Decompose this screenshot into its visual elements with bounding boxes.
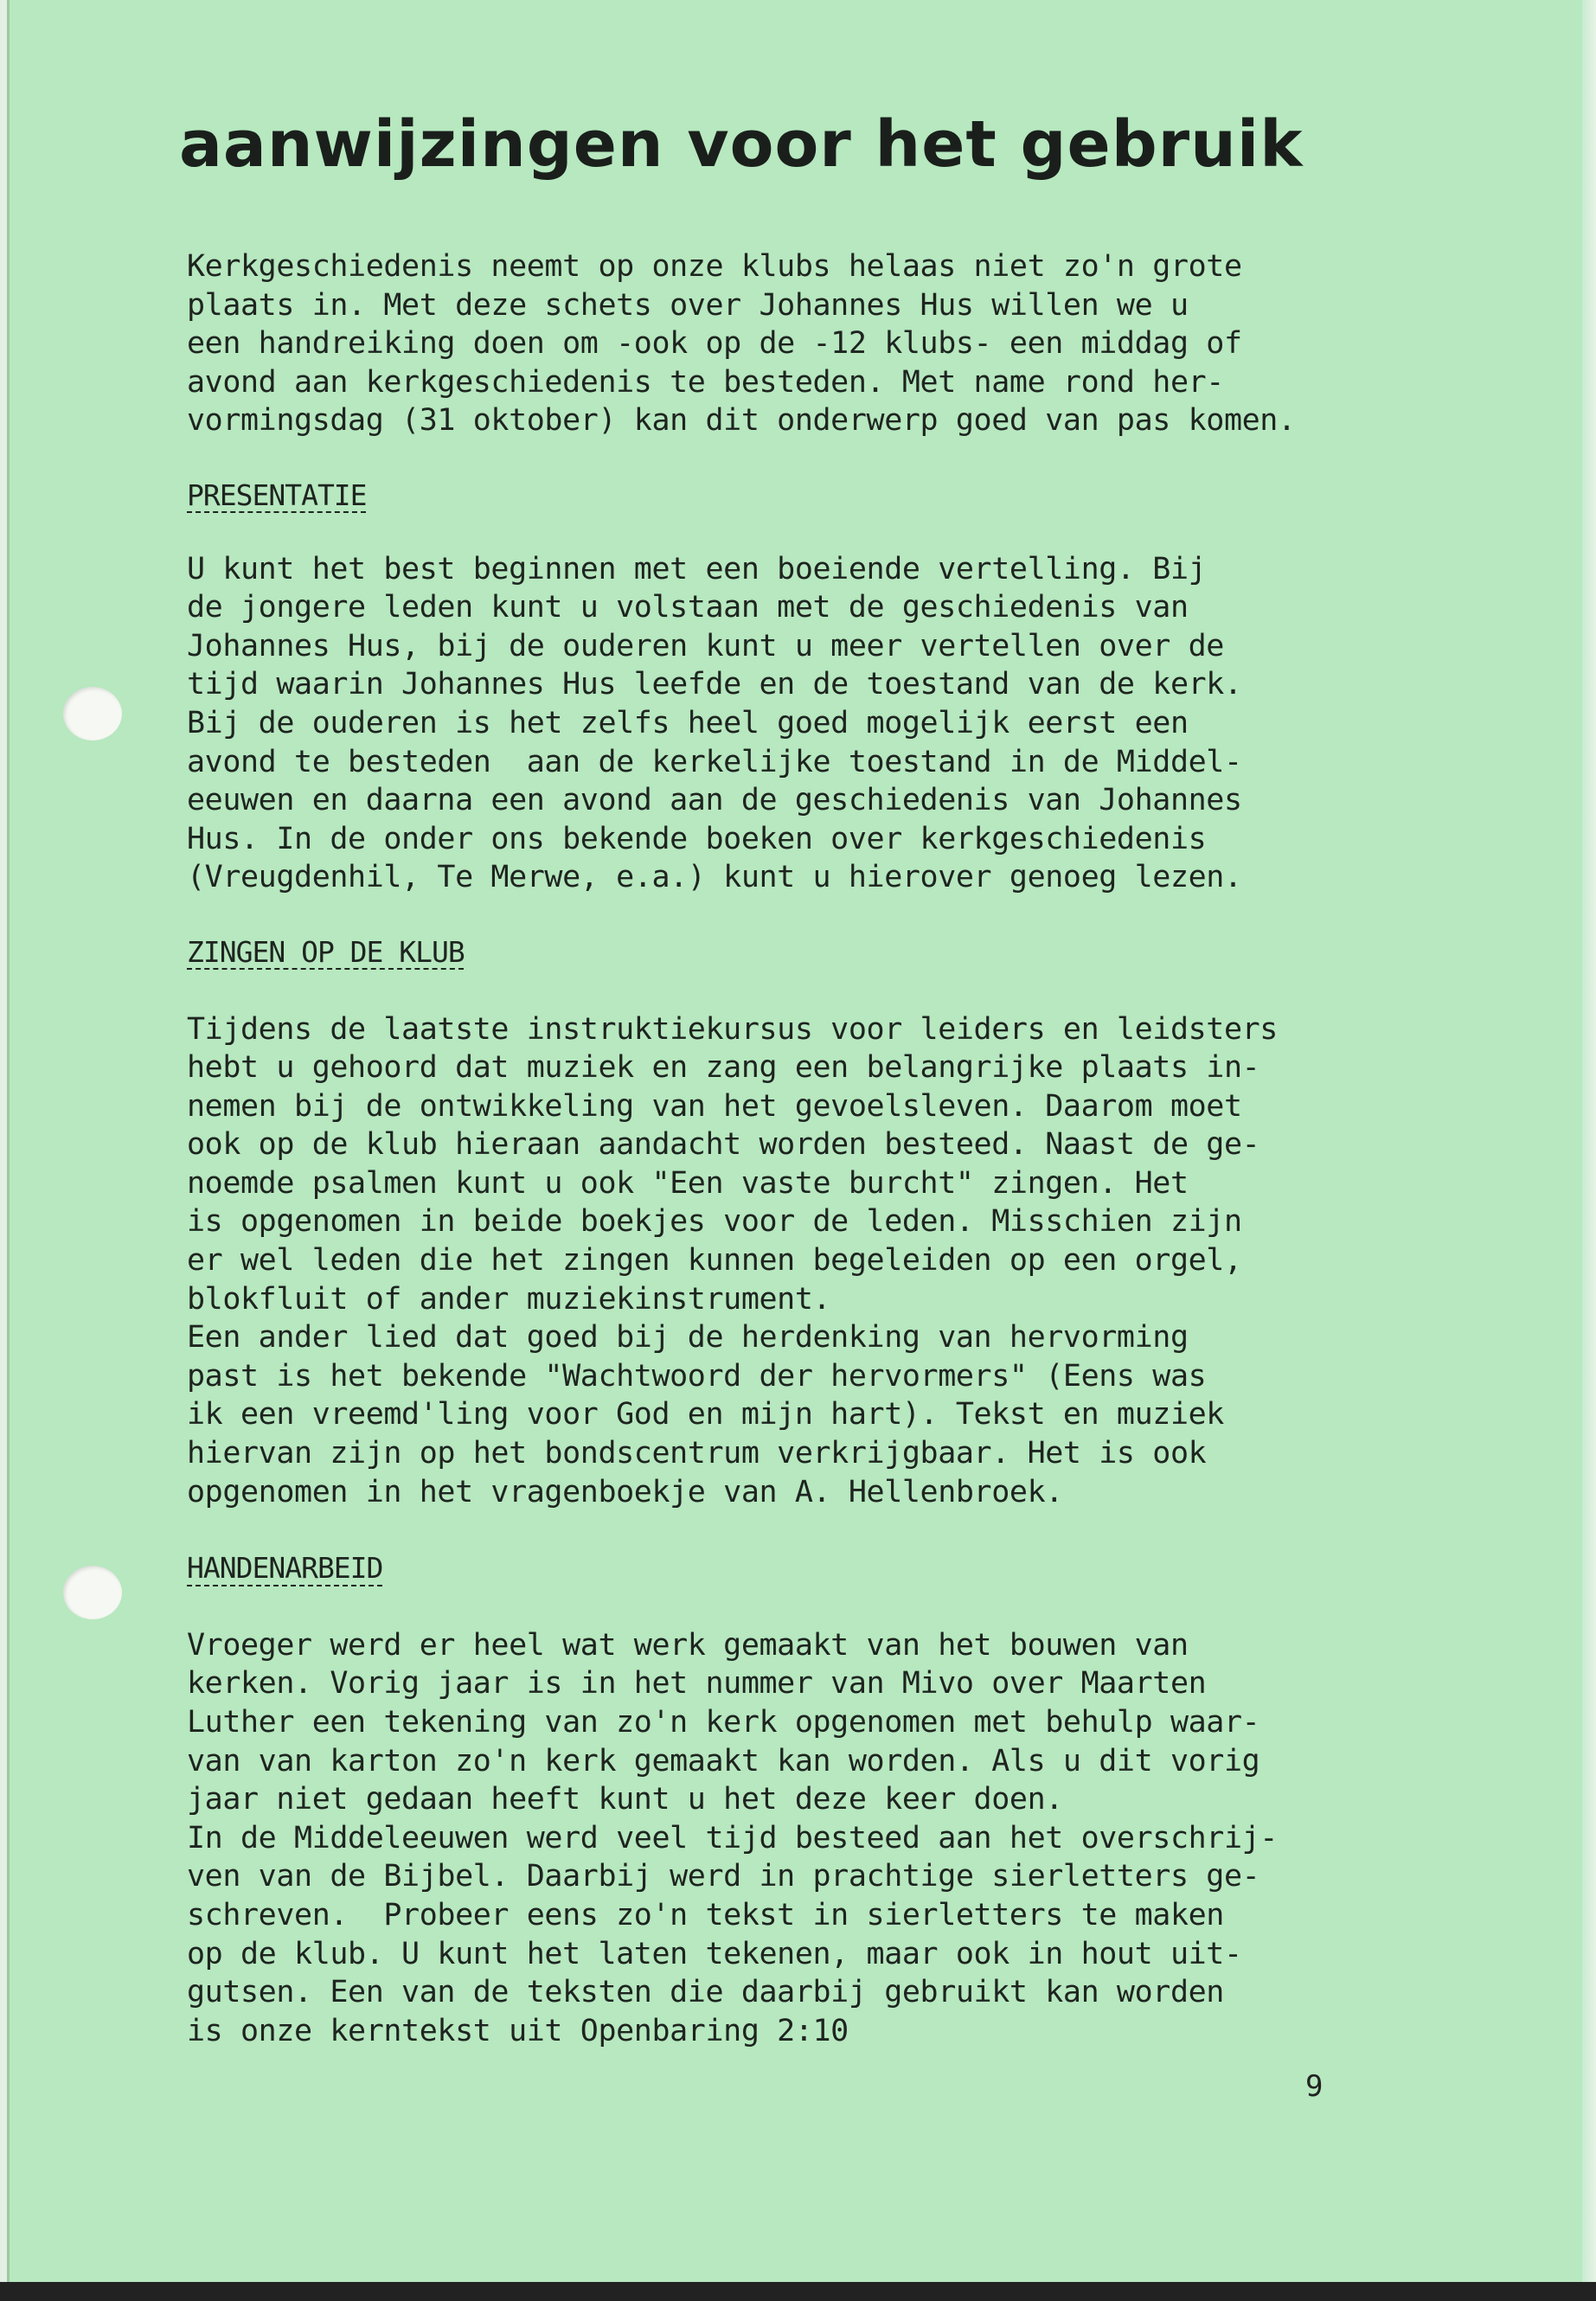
text-line: past is het bekende "Wachtwoord der hervormers" (Eens was: [187, 1358, 1207, 1394]
scan-edge: [1582, 0, 1596, 2301]
text-line: ik een vreemd'ling voor God en mijn hart). Tekst en muziek: [187, 1397, 1224, 1433]
text-line: jaar niet gedaan heeft kunt u het deze keer doen.: [187, 1782, 1063, 1817]
text-line: eeuwen en daarna een avond aan de geschiedenis van Johannes: [187, 783, 1242, 818]
page-number: 9: [1305, 2069, 1324, 2104]
text-line: noemde psalmen kunt u ook "Een vaste burcht" zingen. Het: [187, 1165, 1189, 1201]
text-line: er wel leden die het zingen kunnen begeleiden op een orgel,: [187, 1243, 1242, 1279]
text-line: Hus. In de onder ons bekende boeken over kerkgeschiedenis: [187, 821, 1207, 856]
text-line: (Vreugdenhil, Te Merwe, e.a.) kunt u hierover genoeg lezen.: [187, 860, 1242, 895]
punch-hole: [63, 687, 122, 740]
text-line: is onze kerntekst uit Openbaring 2:10: [187, 2013, 849, 2048]
text-line: hebt u gehoord dat muziek en zang een belangrijke plaats in-: [187, 1050, 1260, 1086]
text-line: vormingsdag (31 oktober) kan dit onderwerp goed van pas komen.: [187, 403, 1296, 439]
text-line: een handreiking doen om -ook op de -12 klubs- een middag of: [187, 326, 1242, 362]
text-line: is opgenomen in beide boekjes voor de leden. Misschien zijn: [187, 1204, 1242, 1240]
text-line: hiervan zijn op het bondscentrum verkrijgbaar. Het is ook: [187, 1436, 1207, 1471]
text-line: Johannes Hus, bij de ouderen kunt u meer vertellen over de: [187, 628, 1224, 663]
section-heading-handenarbeid: HANDENARBEID: [187, 1551, 383, 1586]
text-line: gutsen. Een van de teksten die daarbij gebruikt kan worden: [187, 1975, 1224, 2010]
section-presentatie: [187, 550, 1398, 897]
text-line: blokfluit of ander muziekinstrument.: [187, 1281, 831, 1317]
scan-edge: [0, 2282, 1596, 2301]
text-line: U kunt het best beginnen met een boeiende vertelling. Bij: [187, 551, 1207, 586]
section-heading-zingen: ZINGEN OP DE KLUB: [187, 934, 465, 969]
section-handenarbeid: [187, 1626, 1398, 2051]
text-line: Kerkgeschiedenis neemt op onze klubs helaas niet zo'n grote: [187, 249, 1242, 284]
text-line: kerken. Vorig jaar is in het nummer van Mivo over Maarten: [187, 1666, 1207, 1702]
text-line: ook op de klub hieraan aandacht worden besteed. Naast de ge-: [187, 1127, 1260, 1163]
text-line: Tijdens de laatste instruktiekursus voor leiders en leidsters: [187, 1011, 1278, 1047]
punch-hole: [63, 1566, 122, 1619]
text-line: In de Middeleeuwen werd veel tijd besteed aan het overschrij-: [187, 1820, 1278, 1856]
section-heading-presentatie: PRESENTATIE: [187, 478, 367, 512]
document-page: [7, 0, 1590, 2284]
text-line: plaats in. Met deze schets over Johannes Hus willen we u: [187, 287, 1189, 323]
text-line: nemen bij de ontwikkeling van het gevoelsleven. Daarom moet: [187, 1088, 1242, 1124]
page-title: aanwijzingen voor het gebruik: [179, 107, 1304, 182]
text-line: schreven. Probeer eens zo'n tekst in sierletters te maken: [187, 1897, 1224, 1932]
text-line: Luther een tekening van zo'n kerk opgenomen met behulp waar-: [187, 1705, 1260, 1740]
section-zingen: [187, 1010, 1398, 1512]
text-line: opgenomen in het vragenboekje van A. Hellenbroek.: [187, 1474, 1063, 1509]
text-line: van van karton zo'n kerk gemaakt kan worden. Als u dit vorig: [187, 1743, 1260, 1779]
text-line: Een ander lied dat goed bij de herdenking van hervorming: [187, 1320, 1189, 1356]
text-line: Vroeger werd er heel wat werk gemaakt van het bouwen van: [187, 1627, 1189, 1663]
text-line: Bij de ouderen is het zelfs heel goed mogelijk eerst een: [187, 705, 1189, 740]
text-line: avond aan kerkgeschiedenis te besteden. Met name rond her-: [187, 364, 1224, 400]
text-line: avond te besteden aan de kerkelijke toestand in de Middel-: [187, 744, 1242, 779]
text-line: de jongere leden kunt u volstaan met de geschiedenis van: [187, 590, 1189, 625]
text-line: tijd waarin Johannes Hus leefde en de toestand van de kerk.: [187, 667, 1242, 702]
intro-paragraph: [187, 247, 1398, 440]
text-line: op de klub. U kunt het laten tekenen, maar ook in hout uit-: [187, 1936, 1242, 1971]
text-line: ven van de Bijbel. Daarbij werd in prachtige sierletters ge-: [187, 1859, 1260, 1894]
body-text: [187, 247, 1398, 2050]
